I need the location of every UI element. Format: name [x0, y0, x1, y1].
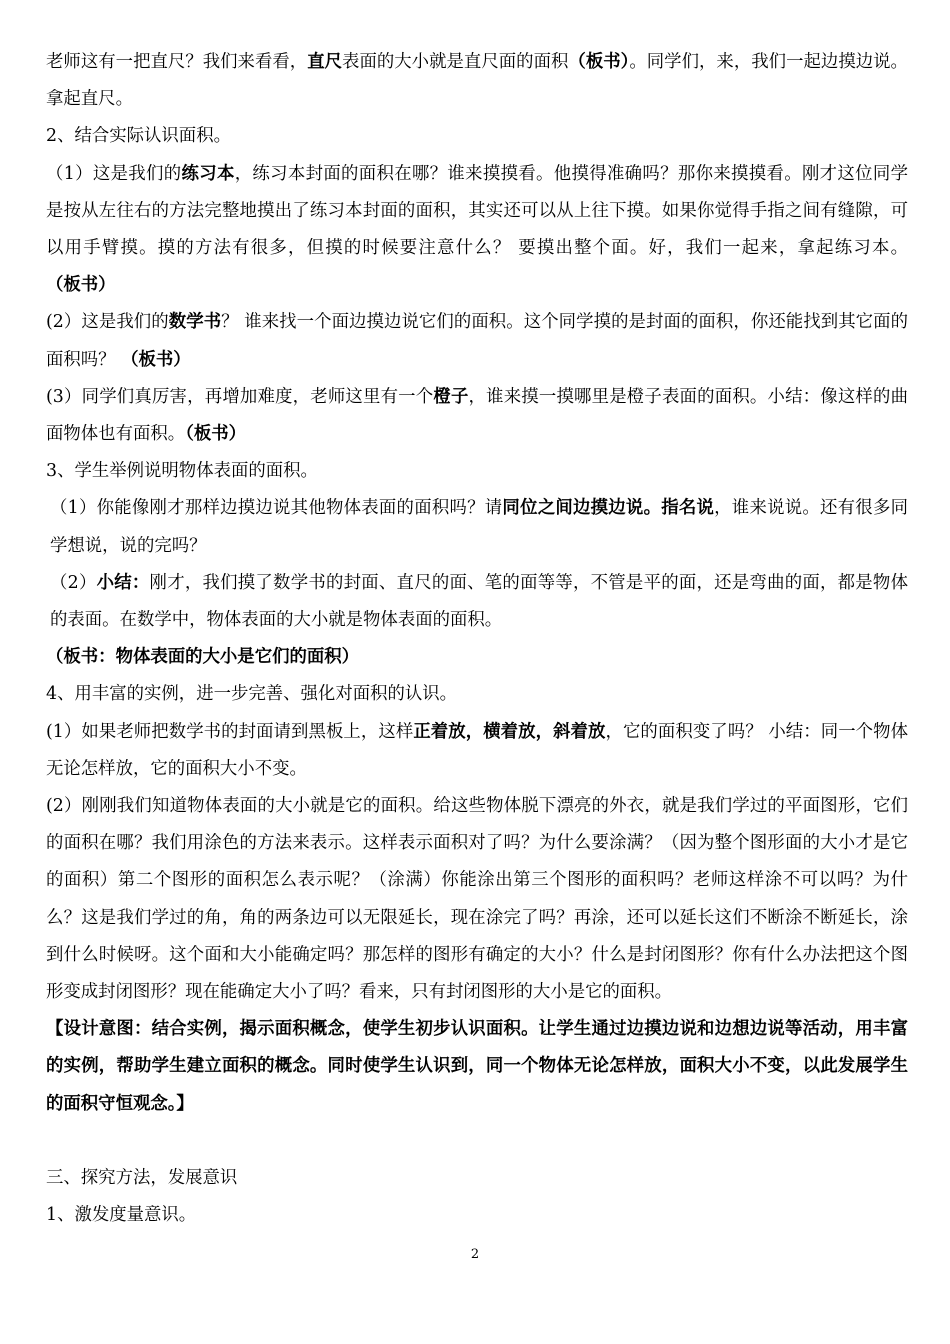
board-note: （板书） — [121, 349, 191, 370]
text: (3）同学们真厉害，再增加难度，老师这里有一个 — [46, 386, 434, 407]
bold-text: 直尺 — [307, 52, 343, 72]
text: 表面的大小就是直尺面的面积 — [342, 52, 569, 72]
text: (2）这是我们的 — [46, 312, 169, 333]
bold-text: 同位之间边摸边说。指名说 — [502, 498, 715, 519]
paragraph-orange — [46, 379, 908, 453]
text: ，谁来摸一摸哪里是橙子表面的面积。小结：像这样的曲面物体也有面积。 — [46, 386, 908, 445]
bold-text: 练习本 — [181, 163, 235, 184]
text: （1）你能像刚才那样边摸边说其他物体表面的面积吗？请 — [50, 498, 503, 519]
text: (1）如果老师把数学书的封面请到黑板上，这样 — [46, 721, 414, 742]
heading-2: 2、结合实际认识面积。 — [46, 126, 231, 147]
text: ，练习本封面的面积在哪？谁来摸摸看。他摸得准确吗？那你来摸摸看。刚才这位同学是按从左往右的方法完整地摸出了练习本封面的面积，其实还可以从上往下摸。如果你觉得手指之间有缝隙，可以用手臂摸。摸的方法有很多，但摸的时候要注意什么？ 要摸出整个面。好，我们一起来，拿起练习本。 — [46, 163, 908, 259]
bold-text: 数学书 — [168, 312, 222, 333]
text: 刚才，我们摸了数学书的封面、直尺的面、笔的面等等，不管是平的面，还是弯曲的面，都是物体的表面。在数学中，物体表面的大小就是物体表面的面积。 — [50, 572, 908, 631]
paragraph-exercise-book — [46, 156, 908, 305]
text: ，谁来说说。还有很多同学想说，说的完吗？ — [50, 498, 908, 556]
paragraph-math-book — [46, 304, 908, 378]
text: 老师这有一把直尺？我们来看看， — [46, 52, 308, 72]
heading-4: 4、用丰富的实例，进一步完善、强化对面积的认识。 — [46, 684, 458, 705]
board-note-definition: （板书：物体表面的大小是它们的面积） — [46, 647, 360, 668]
subsection-heading: 1、激发度量意识。 — [46, 1205, 197, 1226]
paragraph-examples — [46, 490, 908, 564]
bold-text: 橙子 — [433, 386, 469, 407]
paragraph-summary — [46, 565, 908, 639]
paragraph-ruler — [46, 44, 908, 118]
board-note: （板书） — [568, 52, 630, 72]
section-heading: 三、探究方法，发展意识 — [46, 1167, 238, 1188]
design-intent: 【设计意图：结合实例，揭示面积概念，使学生初步认识面积。让学生通过边摸边说和边想边说等活动，用丰富的实例，帮助学生建立面积的概念。同时使学生认识到，同一个物体无论怎样放，面积大小不变，以此发展学生的面积守恒观念。】 — [46, 1019, 908, 1114]
text: ？ 谁来找一个面边摸边说它们的面积。这个同学摸的是封面的面积，你还能找到其它面的面积吗？ — [46, 312, 908, 370]
document-body — [46, 44, 908, 1234]
page-number: 2 — [470, 1247, 480, 1262]
paragraph-placement — [46, 714, 908, 788]
heading-3: 3、学生举例说明物体表面的面积。 — [46, 461, 318, 482]
bold-text: 正着放，横着放，斜着放 — [413, 721, 606, 742]
text: 。同学们，来，我们一起边摸边说。拿起直尺。 — [46, 52, 908, 110]
board-note: （板书） — [185, 424, 247, 445]
text: （2） — [50, 572, 97, 593]
spacer — [46, 1123, 908, 1160]
board-note: （板书） — [46, 275, 116, 296]
text: （1）这是我们的 — [46, 163, 182, 184]
bold-text: 小结： — [96, 572, 150, 593]
text: ，它的面积变了吗？ 小结：同一个物体无论怎样放，它的面积大小不变。 — [46, 721, 908, 779]
paragraph-closed-shapes: (2）刚刚我们知道物体表面的大小就是它的面积。给这些物体脱下漂亮的外衣，就是我们学过的平面图形，它们的面积在哪？我们用涂色的方法来表示。这样表示面积对了吗？为什么要涂满？（因为整个图形面的大小才是它的面积）第二个图形的面积怎么表示呢？（涂满）你能涂出第三个图形的面积吗？老师这样涂不可以吗？为什么？这是我们学过的角，角的两条边可以无限延长，现在涂完了吗？再涂，还可以延长这们不断涂不断延长，涂到什么时候呀。这个面和大小能确定吗？那怎样的图形有确定的大小？什么是封闭图形？你有什么办法把这个图形变成封闭图形？现在能确定大小了吗？看来，只有封闭图形的大小是它的面积。 — [46, 796, 908, 1003]
